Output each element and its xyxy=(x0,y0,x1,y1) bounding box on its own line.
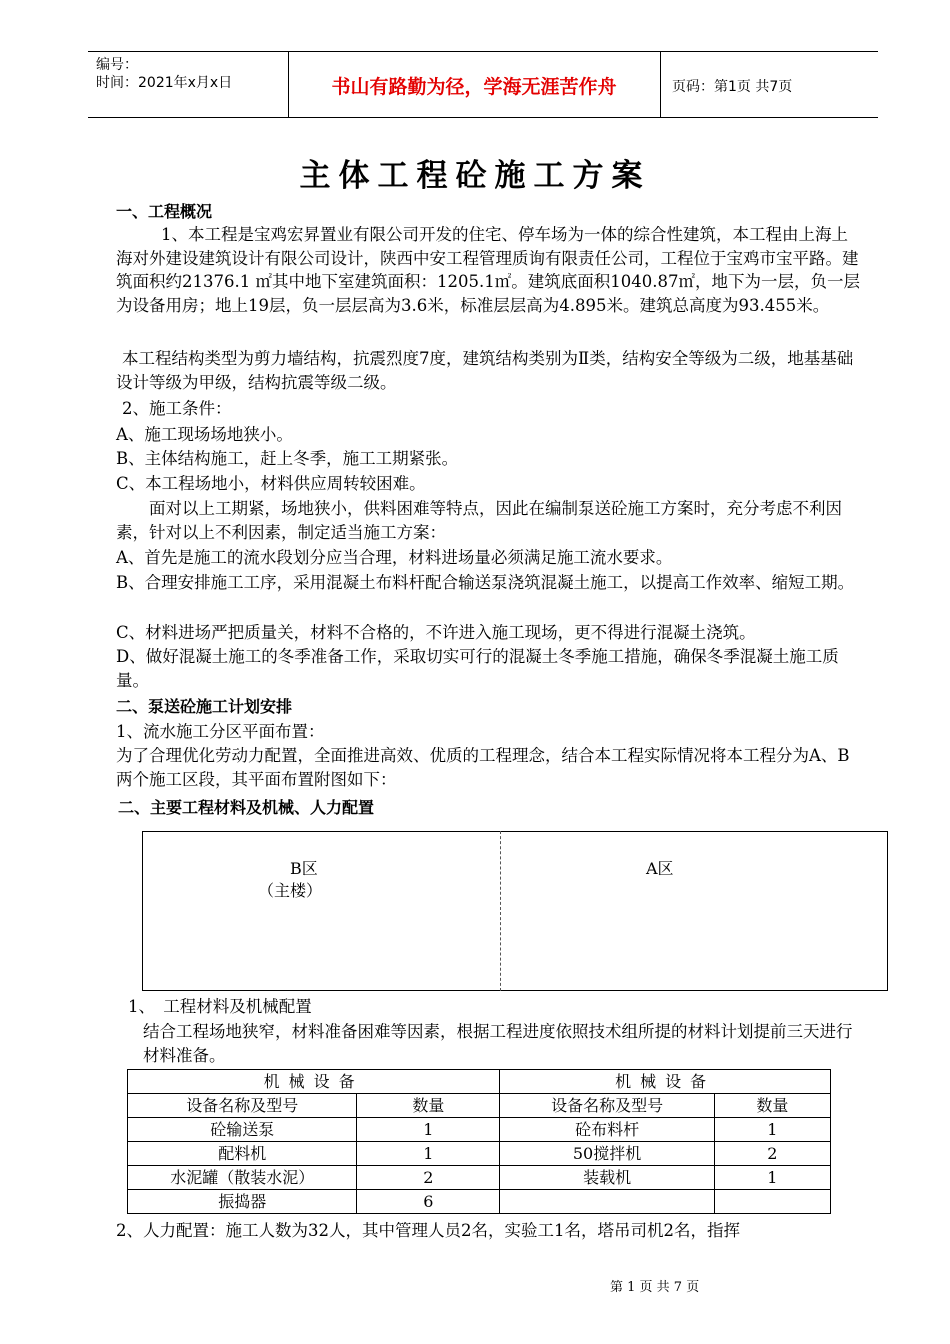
equipment-table xyxy=(127,1069,831,1214)
condition-c: C、本工程场地小，材料供应周转较困难。 xyxy=(116,474,426,493)
table-header-cell: 设备名称及型号 xyxy=(128,1094,357,1118)
zone-divider xyxy=(500,831,501,991)
table-row xyxy=(128,1190,831,1214)
header-motto: 书山有路勤为径，学海无涯苦作舟 xyxy=(331,76,617,98)
table-cell: 1 xyxy=(714,1166,830,1190)
zoning-subheading: 1、流水施工分区平面布置： xyxy=(116,722,325,741)
header-time-label: 时间：2021年x月x日 xyxy=(96,75,233,91)
table-group-header: 机械设备 xyxy=(128,1070,500,1094)
plan-b: B、合理安排施工工序，采用混凝土布料杆配合输送泵浇筑混凝土施工，以提高工作效率、缩短工期。 xyxy=(116,573,855,592)
table-row xyxy=(128,1070,831,1094)
table-cell: 振捣器 xyxy=(128,1190,357,1214)
table-row xyxy=(128,1142,831,1166)
table-header-cell: 设备名称及型号 xyxy=(500,1094,714,1118)
table-cell: 50搅拌机 xyxy=(500,1142,714,1166)
table-cell: 2 xyxy=(357,1166,500,1190)
table-header-cell: 数量 xyxy=(357,1094,500,1118)
table-header-cell: 数量 xyxy=(714,1094,830,1118)
condition-b: B、主体结构施工，赶上冬季，施工工期紧张。 xyxy=(116,449,459,468)
section1-paragraph-1: 1、本工程是宝鸡宏昇置业有限公司开发的住宅、停车场为一体的综合性建筑，本工程由上海上海对外建设建筑设计有限公司设计，陕西中安工程管理质询有限责任公司，工程位于宝鸡市宝平路。建筑面积约21376.1 ㎡其中地下室建筑面积：1205.1㎡。建筑底面积1040.87㎡，地下为一层，负一层为设备用房；地上19层，负一层层高为3.6米，标准层层高为4.895米。建筑总高度为93.455米。 xyxy=(116,225,860,315)
materials-heading: 1、 工程材料及机械配置 xyxy=(128,997,312,1016)
header-bottom-rule xyxy=(88,117,878,118)
section1-paragraph-2: 本工程结构类型为剪力墙结构，抗震烈度7度，建筑结构类别为Ⅱ类，结构安全等级为二级，地基基础设计等级为甲级，结构抗震等级二级。 xyxy=(116,349,854,392)
table-row xyxy=(128,1166,831,1190)
zone-a-label: A区 xyxy=(646,859,674,878)
table-cell: 2 xyxy=(714,1142,830,1166)
table-cell: 砼输送泵 xyxy=(128,1118,357,1142)
table-cell: 1 xyxy=(357,1142,500,1166)
table-row xyxy=(128,1118,831,1142)
section1-paragraph-3: 面对以上工期紧，场地狭小，供料困难等特点，因此在编制泵送砼施工方案时，充分考虑不利因素，针对以上不利因素，制定适当施工方案： xyxy=(116,499,842,542)
plan-c: C、材料进场严把质量关，材料不合格的，不许进入施工现场，更不得进行混凝土浇筑。 xyxy=(116,623,756,642)
document-title: 主体工程砼施工方案 xyxy=(299,158,651,194)
zone-b-sublabel: （主楼） xyxy=(258,881,323,900)
table-row xyxy=(128,1094,831,1118)
zoning-paragraph: 为了合理优化劳动力配置，全面推进高效、优质的工程理念，结合本工程实际情况将本工程分为A、B两个施工区段，其平面布置附图如下： xyxy=(116,746,850,789)
table-cell: 水泥罐（散装水泥） xyxy=(128,1166,357,1190)
header-page-label: 页码：第1页 共7页 xyxy=(672,79,793,95)
labor-paragraph: 2、人力配置：施工人数为32人，其中管理人员2名，实验工1名，塔吊司机2名，指挥 xyxy=(116,1221,740,1240)
table-cell: 砼布料杆 xyxy=(500,1118,714,1142)
table-cell: 6 xyxy=(357,1190,500,1214)
table-cell: 装载机 xyxy=(500,1166,714,1190)
page-footer: 第 1 页 共 7 页 xyxy=(610,1280,700,1295)
section1-heading: 一、工程概况 xyxy=(116,202,213,221)
zone-layout-diagram xyxy=(142,831,888,991)
table-cell: 1 xyxy=(357,1118,500,1142)
table-cell xyxy=(714,1190,830,1214)
header-top-rule xyxy=(88,51,878,52)
header-number-label: 编号： xyxy=(96,57,138,73)
table-cell xyxy=(500,1190,714,1214)
condition-a: A、施工现场场地狭小。 xyxy=(116,425,293,444)
plan-a: A、首先是施工的流水段划分应当合理，材料进场量必须满足施工流水要求。 xyxy=(116,548,673,567)
table-cell: 1 xyxy=(714,1118,830,1142)
header-divider-right xyxy=(660,51,661,117)
section3-heading: 二、主要工程材料及机械、人力配置 xyxy=(118,798,375,817)
plan-d: D、做好混凝土施工的冬季准备工作，采取切实可行的混凝土冬季施工措施，确保冬季混凝土施工质量。 xyxy=(116,647,839,690)
construction-conditions-heading: 2、施工条件： xyxy=(122,399,232,418)
table-cell: 配料机 xyxy=(128,1142,357,1166)
zone-b-label: B区 xyxy=(290,859,318,878)
materials-paragraph: 结合工程场地狭窄，材料准备困难等因素，根据工程进度依照技术组所提的材料计划提前三天进行材料准备。 xyxy=(143,1022,853,1065)
section2-heading: 二、泵送砼施工计划安排 xyxy=(116,697,293,716)
table-group-header: 机械设备 xyxy=(500,1070,831,1094)
